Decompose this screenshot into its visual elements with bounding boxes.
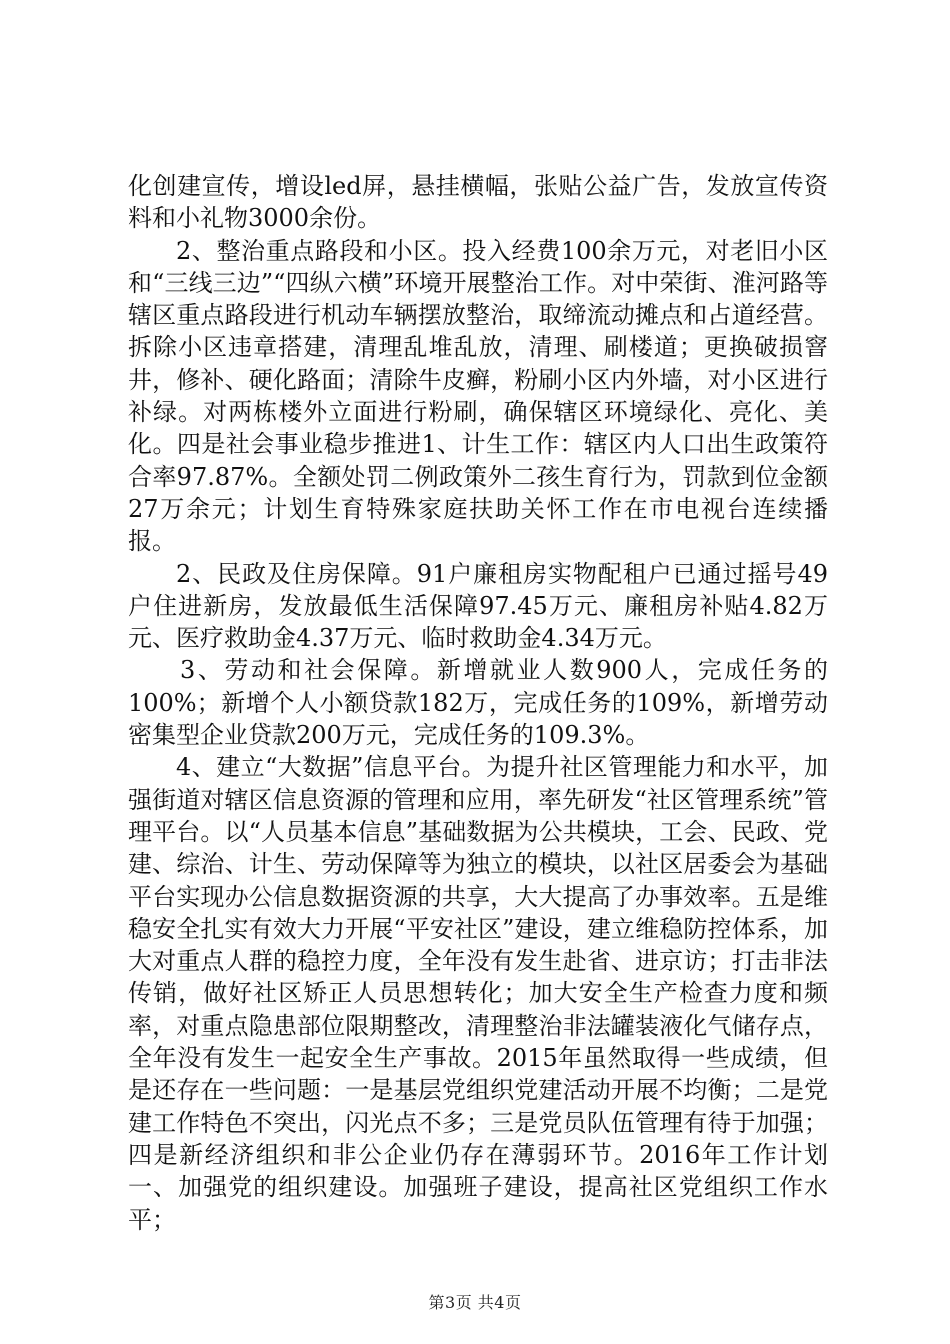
paragraph-labor-security: 3、劳动和社会保障。新增就业人数900人，完成任务的100%；新增个人小额贷款182万，完成任务的109%，新增劳动密集型企业贷款200万元，完成任务的109.3%。 (128, 656, 828, 750)
paragraph-big-data-platform: 4、建立“大数据”信息平台。为提升社区管理能力和水平，加强街道对辖区信息资源的管理和应用，率先研发“社区管理系统”管理平台。以“人员基本信息”基础数据为公共模块，工会、民政、党建、综治、计生、劳动保障等为独立的模块，以社区居委会为基础平台实现办公信息数据资源的共享，大大提高了办事效率。五是维稳安全扎实有效大力开展“平安社区”建设，建立维稳防控体系，加大对重点人群的稳控力度，全年没有发生赴省、进京访；打击非法传销，做好社区矫正人员思想转化；加大安全生产检查力度和频率，对重点隐患部位限期整改，清理整治非法罐装液化气储存点，全年没有发生一起安全生产事故。2015年虽然取得一些成绩，但是还存在一些问题：一是基层党组织党建活动开展不均衡；二是党建工作特色不突出，闪光点不多；三是党员队伍管理有待于加强；四是新经济组织和非公企业仍存在薄弱环节。2016年工作计划一、加强党的组织建设。加强班子建设，提高社区党组织工作水平； (128, 753, 828, 1234)
page-number-footer: 第3页 共4页 (428, 1293, 522, 1312)
paragraph-road-renovation: 2、整治重点路段和小区。投入经费100余万元，对老旧小区和“三线三边”“四纵六横”环境开展整治工作。对中荣街、淮河路等辖区重点路段进行机动车辆摆放整治，取缔流动摊点和占道经营。拆除小区违章搭建，清理乱堆乱放，清理、刷楼道；更换破损窨井，修补、硬化路面；清除牛皮癣，粉刷小区内外墙，对小区进行补绿。对两栋楼外立面进行粉刷，确保辖区环境绿化、亮化、美化。四是社会事业稳步推进1、计生工作：辖区内人口出生政策符合率97.87%。全额处罚二例政策外二孩生育行为，罚款到位金额27万余元；计划生育特殊家庭扶助关怀工作在市电视台连续播报。 (128, 236, 828, 556)
paragraph-civil-affairs: 2、民政及住房保障。91户廉租房实物配租户已通过摇号49户住进新房，发放最低生活保障97.45万元、廉租房补贴4.82万元、医疗救助金4.37万元、临时救助金4.34万元。 (128, 559, 828, 653)
document-body (128, 170, 828, 1236)
paragraph-publicity: 化创建宣传，增设led屏，悬挂横幅，张贴公益广告，发放宣传资料和小礼物3000余份。 (128, 172, 828, 233)
